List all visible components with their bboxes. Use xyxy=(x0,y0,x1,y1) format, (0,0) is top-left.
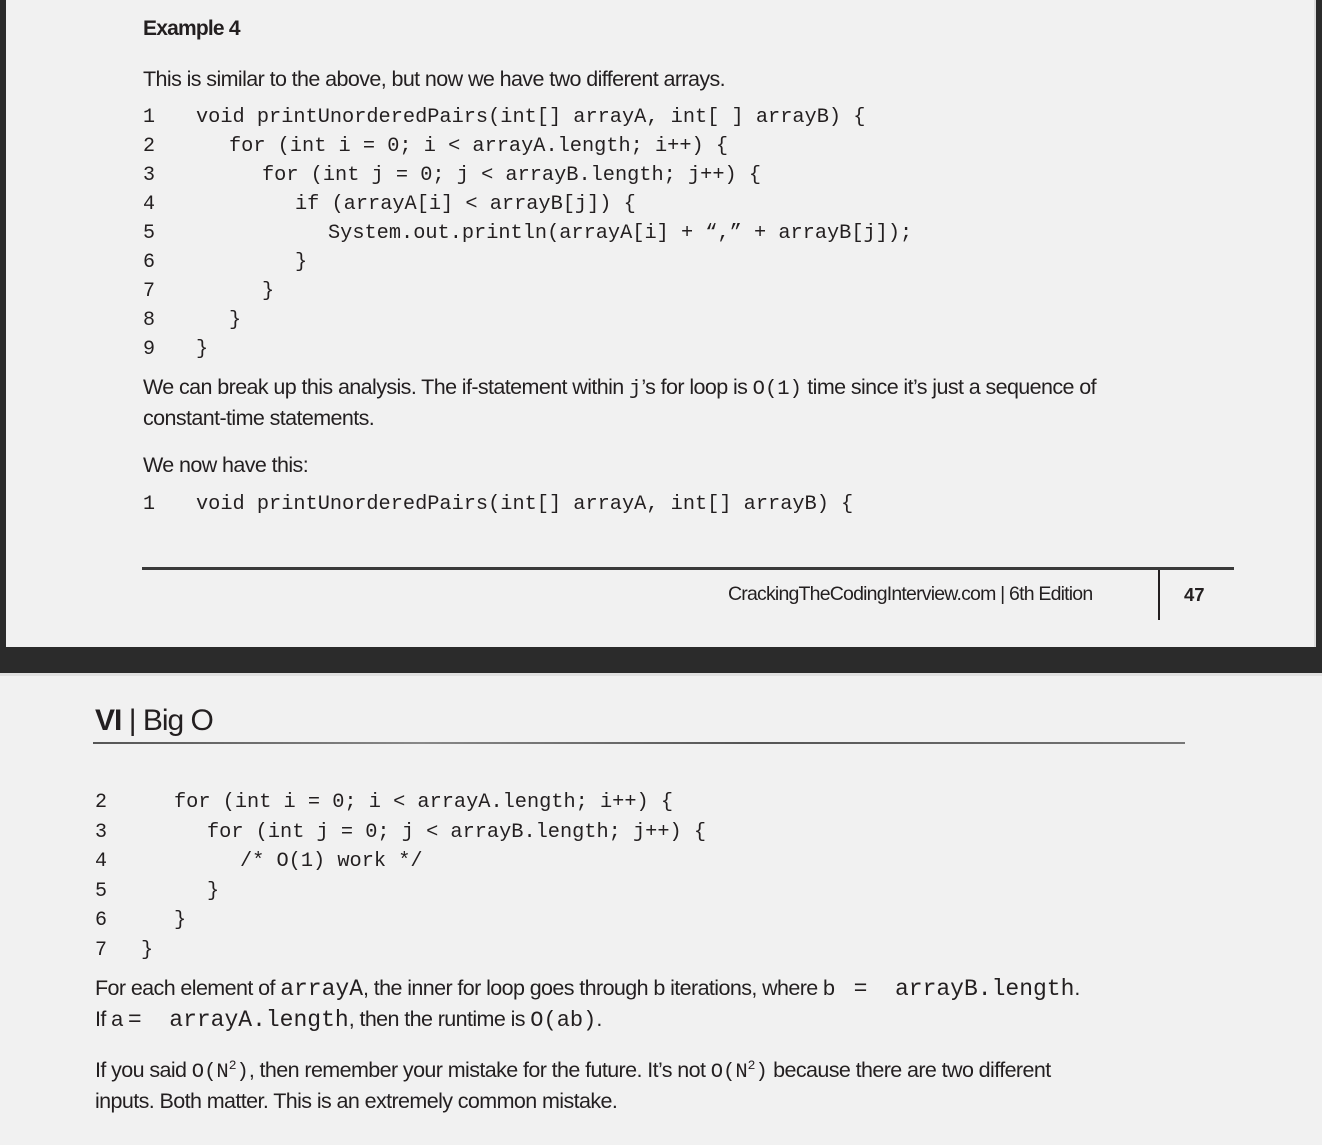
chapter-separator: | xyxy=(128,704,136,737)
runtime-paragraph-line-1 xyxy=(95,973,1080,1004)
line-number: 7 xyxy=(95,938,108,962)
paragraph-text: , then remember your mistake for the future. It’s not xyxy=(248,1058,711,1082)
code-line xyxy=(143,132,1243,161)
line-number: 3 xyxy=(95,820,108,844)
paragraph-text: because there are two different xyxy=(767,1058,1051,1082)
line-number: 9 xyxy=(143,338,156,361)
mistake-paragraph-line-2: inputs. Both matter. This is an extremely common mistake. xyxy=(95,1089,618,1113)
line-number: 4 xyxy=(143,193,156,216)
code-text: } xyxy=(262,280,275,303)
code-text: } xyxy=(174,909,187,932)
page-number: 47 xyxy=(1184,584,1205,605)
code-line xyxy=(143,306,1243,335)
code-text: } xyxy=(141,938,154,962)
code-line xyxy=(143,335,1243,364)
inline-code-on2: $O(N^2)$ xyxy=(710,1058,768,1084)
line-number: 4 xyxy=(95,850,108,873)
inline-code-oab: O(ab) xyxy=(530,1008,597,1033)
analysis-text: We can break up this analysis. The if-statement within xyxy=(143,375,630,399)
paragraph-text: If a xyxy=(95,1007,128,1031)
code-text: System.out.println(arrayA[i] + “,” + arrayB[j]); xyxy=(328,222,913,245)
code-text: void printUnorderedPairs(int[] arrayA, int[] arrayB) { xyxy=(196,493,854,516)
paragraph-text: If you said xyxy=(95,1058,192,1082)
code-line xyxy=(95,877,1195,906)
line-number: 8 xyxy=(143,309,156,332)
now-have-label: We now have this: xyxy=(143,453,309,477)
runtime-paragraph-line-2 xyxy=(95,1004,602,1036)
code-line xyxy=(95,818,1195,847)
intro-paragraph: This is similar to the above, but now we have two different arrays. xyxy=(143,67,725,91)
code-text: } xyxy=(295,251,308,274)
inline-code-j: j xyxy=(629,378,642,401)
code-line xyxy=(95,906,1195,935)
analysis-text: time since it’s just a sequence of xyxy=(801,375,1096,399)
line-number: 7 xyxy=(143,280,156,303)
inline-code-arrayA: arrayA xyxy=(280,976,364,1002)
line-number: 6 xyxy=(95,909,108,932)
mistake-paragraph-line-1 xyxy=(95,1055,1051,1088)
line-number: 2 xyxy=(143,135,156,158)
code-line xyxy=(95,847,1195,876)
chapter-header xyxy=(95,704,213,738)
chapter-number: VI xyxy=(95,704,122,737)
code-line xyxy=(143,219,1243,248)
line-number: 2 xyxy=(95,791,108,814)
paragraph-text: , then the runtime is xyxy=(348,1007,531,1031)
inline-code-b-equals: = arrayB.length xyxy=(839,976,1075,1002)
paragraph-text: For each element of xyxy=(95,976,281,1000)
line-number: 6 xyxy=(143,251,156,274)
code-text: for (int i = 0; i < arrayA.length; i++) { xyxy=(229,135,728,158)
code-text: if (arrayA[i] < arrayB[j]) { xyxy=(295,193,636,216)
code-text: void printUnorderedPairs(int[] arrayA, int[ ] arrayB) { xyxy=(196,106,866,129)
line-number: 1 xyxy=(143,106,156,129)
analysis-paragraph-line-1 xyxy=(143,372,1096,405)
footer-divider xyxy=(1158,570,1160,620)
book-page-47 xyxy=(6,0,1316,647)
code-line xyxy=(95,788,1195,817)
code-text: } xyxy=(207,879,220,903)
example-title: Example 4 xyxy=(143,17,240,40)
code-line xyxy=(95,936,1195,965)
line-number: 3 xyxy=(143,164,156,187)
inline-code-on2: $O(N^2)$ xyxy=(191,1058,249,1084)
inline-code-o1: O(1) xyxy=(752,378,802,401)
paragraph-text: . xyxy=(1074,976,1080,1000)
code-line xyxy=(143,277,1243,306)
footer-rule xyxy=(142,567,1234,570)
code-line xyxy=(143,248,1243,277)
code-text: for (int j = 0; j < arrayB.length; j++) { xyxy=(207,820,706,844)
paragraph-text: . xyxy=(596,1007,602,1031)
code-line xyxy=(143,103,1243,132)
analysis-paragraph-line-2: constant-time statements. xyxy=(143,406,375,430)
paragraph-text: , the inner for loop goes through b iterations, where b xyxy=(363,976,840,1000)
code-text: for (int i = 0; i < arrayA.length; i++) { xyxy=(174,791,673,814)
code-text: } xyxy=(196,338,209,361)
code-text: for (int j = 0; j < arrayB.length; j++) { xyxy=(262,164,761,187)
code-text: } xyxy=(229,309,242,332)
code-line xyxy=(143,490,1243,519)
line-number: 1 xyxy=(143,493,156,516)
chapter-rule xyxy=(93,742,1185,744)
footer-site-edition: CrackingTheCodingInterview.com | 6th Edition xyxy=(728,583,1093,605)
code-line xyxy=(143,161,1243,190)
code-line xyxy=(143,190,1243,219)
line-number: 5 xyxy=(143,222,156,245)
analysis-text: ’s for loop is xyxy=(641,375,753,399)
inline-code-a-equals: = arrayA.length xyxy=(127,1007,349,1033)
chapter-title: Big O xyxy=(142,704,213,737)
line-number: 5 xyxy=(95,879,108,903)
book-page-48 xyxy=(0,673,1322,1145)
code-text: /* O(1) work */ xyxy=(240,850,423,873)
